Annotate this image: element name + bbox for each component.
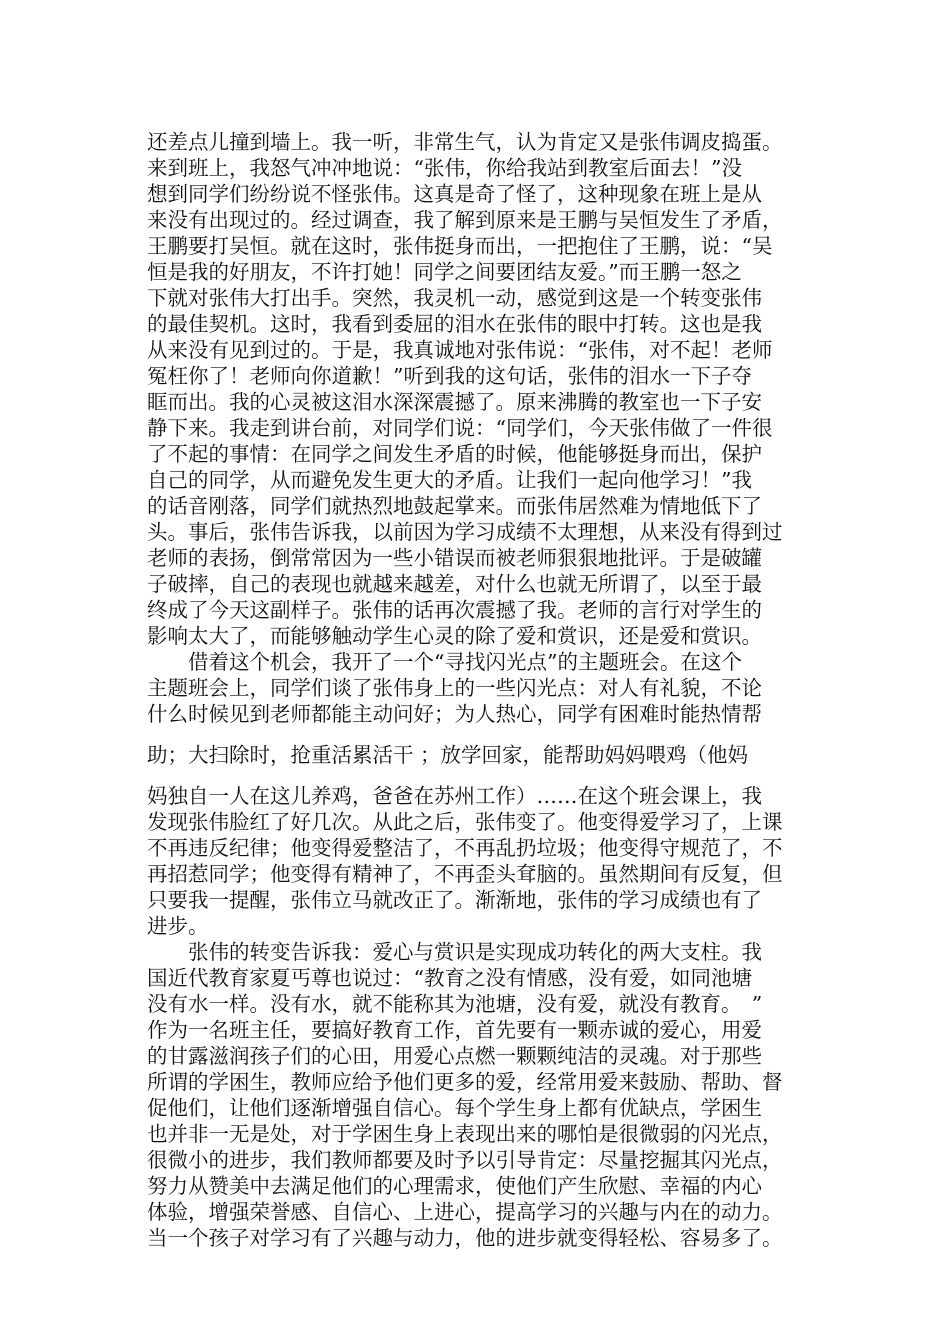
text-line: 恒是我的好朋友，不许打她！同学之间要团结友爱。”而王鹏一怒之 xyxy=(147,260,742,284)
text-line: 影响太大了，而能够触动学生心灵的除了爱和赏识，还是爱和赏识。 xyxy=(147,624,762,648)
text-line: 下就对张伟大打出手。突然，我灵机一动，感觉到这是一个转变张伟 xyxy=(147,286,762,310)
text-line: 也并非一无是处，对于学困生身上表现出来的哪怕是很微弱的闪光点， xyxy=(147,1122,783,1146)
text-line: 发现张伟脸红了好几次。从此之后，张伟变了。他变得爱学习了，上课 xyxy=(147,810,783,834)
text-line: 进步。 xyxy=(147,914,209,938)
text-line: 再招惹同学；他变得有精神了，不再歪头耷脑的。虽然期间有反复，但 xyxy=(147,862,783,886)
text-line: 自己的同学，从而避免发生更大的矛盾。让我们一起向他学习！”我 xyxy=(147,468,752,492)
text-line: 国近代教育家夏丐尊也说过：“教育之没有情感，没有爱，如同池塘 xyxy=(147,966,752,990)
text-line: 来没有出现过的。经过调查，我了解到原来是王鹏与吴恒发生了矛盾， xyxy=(147,208,783,232)
text-line: 想到同学们纷纷说不怪张伟。这真是奇了怪了，这种现象在班上是从 xyxy=(147,182,762,206)
text-line: 张伟的转变告诉我：爱心与赏识是实现成功转化的两大支柱。我 xyxy=(188,940,762,964)
text-line: 来到班上，我怒气冲冲地说：“张伟，你给我站到教室后面去！”没 xyxy=(147,156,742,180)
text-line: 什么时候见到老师都能主动问好；为人热心，同学有困难时能热情帮 xyxy=(147,702,762,726)
text-line: 作为一名班主任，要搞好教育工作，首先要有一颗赤诚的爱心，用爱 xyxy=(147,1018,762,1042)
text-line: 当一个孩子对学习有了兴趣与动力，他的进步就变得轻松、容易多了。 xyxy=(147,1226,783,1250)
text-line: 体验，增强荣誉感、自信心、上进心，提高学习的兴趣与内在的动力。 xyxy=(147,1200,783,1224)
essay-text-block xyxy=(147,0,813,1344)
text-line: 没有水一样。没有水，就不能称其为池塘，没有爱，就没有教育。 ” xyxy=(147,992,763,1016)
text-line: 主题班会上，同学们谈了张伟身上的一些闪光点：对人有礼貌，不论 xyxy=(147,676,762,700)
text-line: 助；大扫除时，抢重活累活干 ；放学回家，能帮助妈妈喂鸡（他妈 xyxy=(147,743,749,767)
text-line: 借着这个机会，我开了一个“寻找闪光点”的主题班会。在这个 xyxy=(188,650,742,674)
text-line: 促他们，让他们逐渐增强自信心。每个学生身上都有优缺点，学困生 xyxy=(147,1096,762,1120)
text-line: 努力从赞美中去满足他们的心理需求，使他们产生欣慰、幸福的内心 xyxy=(147,1174,762,1198)
text-line: 老师的表扬，倒常常因为一些小错误而被老师狠狠地批评。于是破罐 xyxy=(147,546,762,570)
text-line: 了不起的事情：在同学之间发生矛盾的时候，他能够挺身而出，保护 xyxy=(147,442,762,466)
text-line: 终成了今天这副样子。张伟的话再次震撼了我。老师的言行对学生的 xyxy=(147,598,762,622)
text-line: 很微小的进步，我们教师都要及时予以引导肯定：尽量挖掘其闪光点， xyxy=(147,1148,783,1172)
text-line: 还差点儿撞到墙上。我一听，非常生气，认为肯定又是张伟调皮捣蛋。 xyxy=(147,130,783,154)
text-line: 王鹏要打吴恒。就在这时，张伟挺身而出，一把抱住了王鹏，说：“吴 xyxy=(147,234,773,258)
text-line: 所谓的学困生，教师应给予他们更多的爱，经常用爱来鼓励、帮助、督 xyxy=(147,1070,783,1094)
text-line: 的甘露滋润孩子们的心田，用爱心点燃一颗颗纯洁的灵魂。对于那些 xyxy=(147,1044,762,1068)
text-line: 只要我一提醒，张伟立马就改正了。渐渐地，张伟的学习成绩也有了 xyxy=(147,888,762,912)
text-line: 从来没有见到过的。于是，我真诚地对张伟说：“张伟，对不起！老师 xyxy=(147,338,773,362)
text-line: 的话音刚落，同学们就热烈地鼓起掌来。而张伟居然难为情地低下了 xyxy=(147,494,762,518)
text-line: 冤枉你了！老师向你道歉！”听到我的这句话，张伟的泪水一下子夺 xyxy=(147,364,752,388)
text-line: 的最佳契机。这时，我看到委屈的泪水在张伟的眼中打转。这也是我 xyxy=(147,312,762,336)
text-line: 静下来。我走到讲台前，对同学们说：“同学们，今天张伟做了一件很 xyxy=(147,416,773,440)
text-line: 子破摔，自己的表现也就越来越差，对什么也就无所谓了，以至于最 xyxy=(147,572,762,596)
text-line: 头。事后，张伟告诉我，以前因为学习成绩不太理想，从来没有得到过 xyxy=(147,520,783,544)
text-line: 不再违反纪律；他变得爱整洁了，不再乱扔垃圾；他变得守规范了，不 xyxy=(147,836,783,860)
text-line: 妈独自一人在这儿养鸡，爸爸在苏州工作）……在这个班会课上，我 xyxy=(147,784,762,808)
text-line: 眶而出。我的心灵被这泪水深深震撼了。原来沸腾的教室也一下子安 xyxy=(147,390,762,414)
